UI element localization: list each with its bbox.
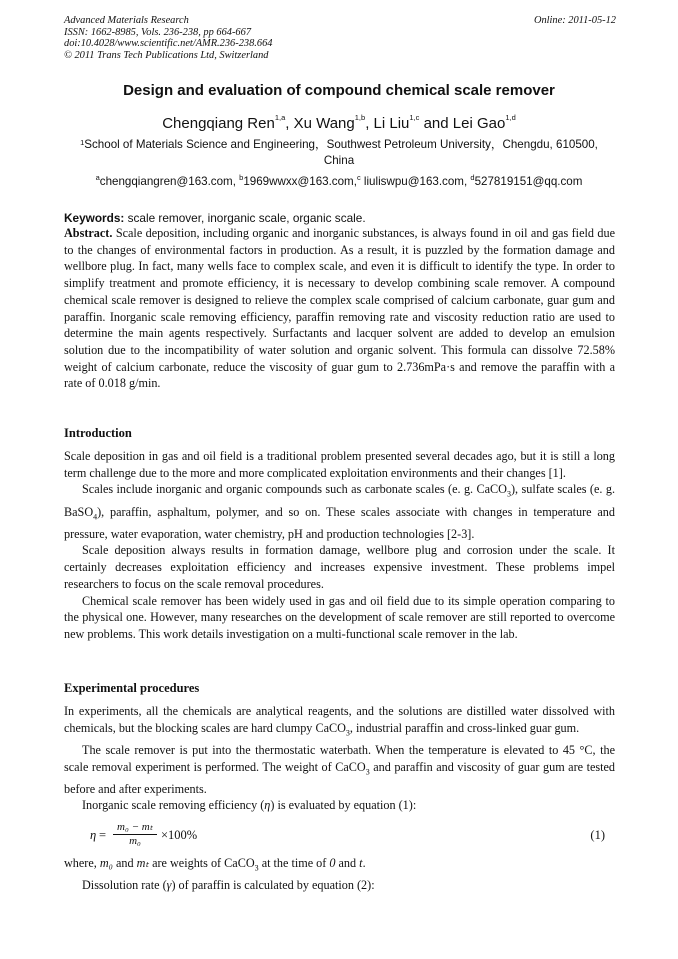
author-sup: 1,c <box>409 113 420 122</box>
author-separator: , <box>285 115 294 132</box>
equation-equals: = <box>99 828 107 842</box>
email-sup: a <box>95 173 100 182</box>
email-list <box>0 175 678 188</box>
exp-paragraph-2: The scale remover is put into the thermostatic waterbath. When the temperature is elevated to 45 °C, the scale removal experiment is performed. The weight of CaCO$_3$ and paraffin and viscosity of guar gum are tested before and after experiments. <box>64 742 616 796</box>
online-date: Online: 2011-05-12 <box>533 15 616 26</box>
keywords <box>64 211 366 225</box>
exp-paragraph-4: where, m₀ and mₜ are weights of CaCO$_3$ at the time of 0 and t. <box>64 856 366 873</box>
exp-paragraph-3: Inorganic scale removing efficiency (η) is evaluated by equation (1): <box>82 798 417 813</box>
abstract-label: Abstract. <box>64 226 113 240</box>
author-sup: 1,a <box>274 113 286 122</box>
equation-denominator: m₀ <box>129 835 141 847</box>
author-sup: 1,b <box>354 113 366 122</box>
exp-paragraph-5: Dissolution rate (γ) of paraffin is calculated by equation (2): <box>82 878 375 893</box>
issn-line: ISSN: 1662-8985, Vols. 236-238, pp 664-667 <box>64 26 252 38</box>
intro-paragraph-2: Scales include inorganic and organic compounds such as carbonate scales (e. g. CaCO$_3$), sulfate scales (e. g. BaSO$_4$), paraffin, asphaltum, polymer, and so on. These scales associate with changes in temperature and pressure, water evaporation, water chemistry, pH and production technologies [2-3]. <box>64 482 615 541</box>
introduction-body <box>64 448 615 643</box>
keywords-text: scale remover, inorganic scale, organic scale. <box>124 211 366 225</box>
doi-line: doi:10.4028/www.scientific.net/AMR.236-238.664 <box>64 38 273 50</box>
email-sup: b <box>239 173 244 182</box>
experimental-heading: Experimental procedures <box>64 681 200 695</box>
email-sup: d <box>470 173 475 182</box>
exp-paragraph-1: In experiments, all the chemicals are analytical reagents, and the solutions are distilled water dissolved with chemicals, but the blocking scales are hard clumpy CaCO$_3$, industrial paraffin and cross-linked guar gum. <box>64 704 615 738</box>
affiliation <box>70 137 608 169</box>
keywords-label: Keywords: <box>64 211 125 225</box>
equation-rhs: ×100% <box>161 828 198 842</box>
author-separator: , <box>365 115 374 132</box>
equation-lhs: η <box>90 828 97 842</box>
equation-numerator: m₀ − mₜ <box>113 820 157 835</box>
paper-title: Design and evaluation of compound chemical scale remover <box>123 82 555 99</box>
author-name: Xu Wang <box>293 115 355 132</box>
abstract-text: Scale deposition, including organic and inorganic substances, is always found in oil and gas field due to the changes of environmental factors in production. As a result, it is puzzled by the formation damage and wellbore plug. In fact, many wells face to complex scale, and even it is difficult to identify the type. In order to simplify treatment and promote efficiency, it is necessary to develop combining scale remover. A compound chemical scale remover is designed to relieve the complex scale comprised of calcium carbonate, guar gum and paraffin. Inorganic scale removing efficiency, paraffin removing rate and viscosity reduction ratio are used to determine the main agents respectively. Surfactants and lacquer solvent are added to develop an emulsion solution due to the incompatibility of water solution and organic solvent. This formula can dissolve 72.58% weight of calcium carbonate, reduce the viscosity of guar gum to 2.736mPa·s and remove the paraffin with a rate of 0.018 g/min. <box>64 226 615 391</box>
journal-header <box>64 15 616 61</box>
journal-name: Advanced Materials Research <box>64 15 189 26</box>
author-and: and <box>419 115 453 132</box>
intro-paragraph-1: Scale deposition in gas and oil field is a traditional problem presented several decades ago, but it is still a long term challenge due to the more and more complicated exploitation environments and their changes [1]. <box>64 449 615 480</box>
equation-number: (1) <box>590 828 605 842</box>
author-list <box>0 115 678 132</box>
author-name: Chengqiang Ren <box>162 115 275 132</box>
affiliation-text: School of Materials Science and Engineering，Southwest Petroleum University，Chengdu, 610500, China <box>84 138 598 167</box>
introduction-heading: Introduction <box>64 426 132 440</box>
email-address: chengqiangren@163.com, <box>99 175 240 188</box>
author-name: Lei Gao <box>452 115 506 132</box>
author-name: Li Liu <box>373 115 410 132</box>
equation-fraction <box>113 820 157 847</box>
experimental-body-2 <box>64 855 615 894</box>
intro-paragraph-4: Chemical scale remover has been widely used in gas and oil field due to its simple operation comparing to the physical one. However, many researches on the development of scale remover are still reported to overcome new problems. This work details investigation on a multi-functional scale remover in the lab. <box>64 593 615 641</box>
abstract <box>64 225 615 392</box>
affiliation-sup: 1 <box>80 138 85 147</box>
email-address: 527819151@qq.com <box>474 175 583 188</box>
experimental-body <box>64 703 615 814</box>
equation-1 <box>90 820 615 856</box>
copyright-line: © 2011 Trans Tech Publications Ltd, Switzerland <box>64 49 269 61</box>
email-sup: c <box>356 173 361 182</box>
email-address: liuliswpu@163.com, <box>360 175 471 188</box>
email-address: 1969wwxx@163.com, <box>243 175 357 188</box>
intro-paragraph-3: Scale deposition always results in formation damage, wellbore plug and corrosion under the scale. It certainly decreases exploitation efficiency and increases expensive investment. These problems impel researchers to focus on the scale removal procedures. <box>64 543 615 591</box>
author-sup: 1,d <box>505 113 516 122</box>
